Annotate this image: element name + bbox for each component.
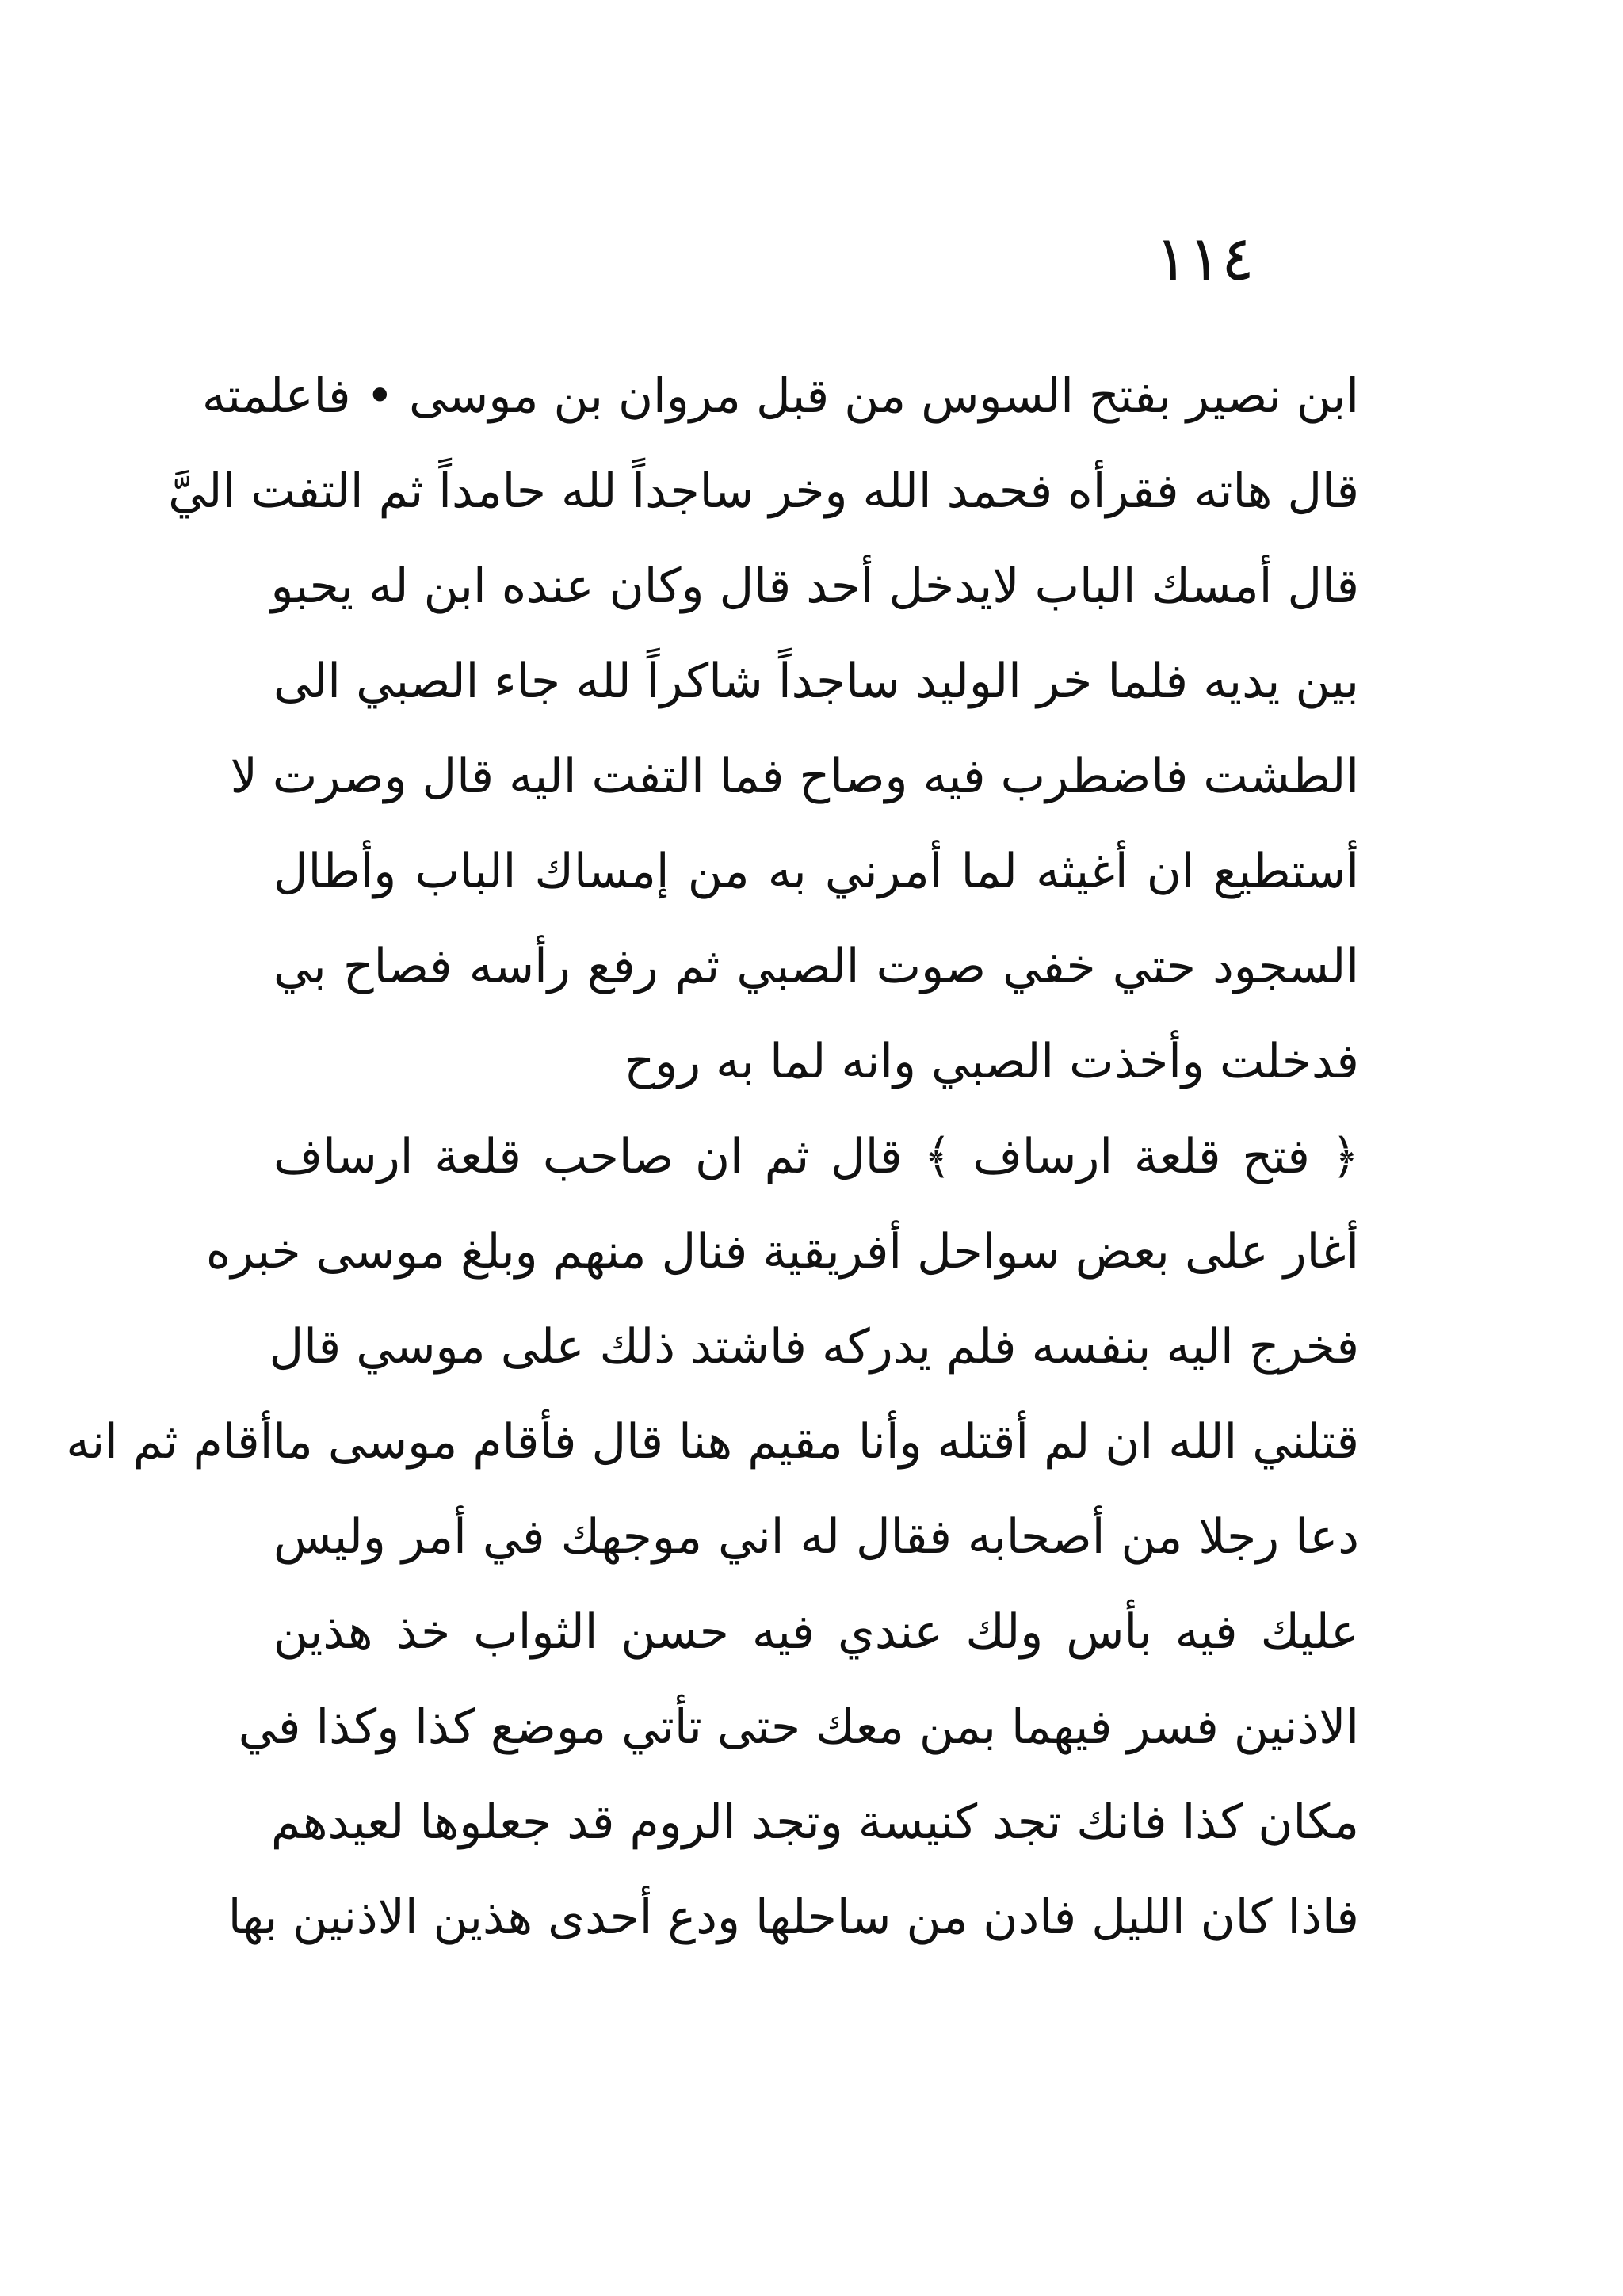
- text-line: فدخلت وأخذت الصبي وانه لما به روح: [624, 1034, 1359, 1089]
- text-line: فاذا كان الليل فادن من ساحلها ودع أحدى هذين الاذنين بها: [227, 1890, 1359, 1945]
- text-line: أغار على بعض سواحل أفريقية فنال منهم وبلغ موسى خبره: [205, 1224, 1359, 1280]
- text-line: الطشت فاضطرب فيه وصاح فما التفت اليه قال وصرت لا: [230, 749, 1359, 804]
- body-text: [66, 349, 1359, 1965]
- page-number: ١١٤: [1155, 223, 1254, 295]
- text-line: أستطيع ان أغيثه لما أمرني به من إمساك الباب وأطال: [273, 844, 1359, 899]
- text-line: السجود حتي خفي صوت الصبي ثم رفع رأسه فصاح بي: [273, 939, 1359, 994]
- text-line: قال هاته فقرأه فحمد الله وخر ساجداً لله حامداً ثم التفت اليَّ: [168, 463, 1359, 519]
- text-line: دعا رجلا من أصحابه فقال له اني موجهك في أمر وليس: [273, 1509, 1359, 1565]
- text-line: قتلني الله ان لم أقتله وأنا مقيم هنا قال فأقام موسى ماأقام ثم انه: [66, 1414, 1359, 1470]
- text-line: قال أمسك الباب لايدخل أحد قال وكان عنده ابن له يحبو: [270, 559, 1359, 614]
- text-line: ابن نصير بفتح السوس من قبل مروان بن موسى • فاعلمته: [201, 368, 1359, 424]
- text-line: عليك فيه بأس ولك عندي فيه حسن الثواب خذ هذين: [273, 1604, 1359, 1660]
- text-line: فخرج اليه بنفسه فلم يدركه فاشتد ذلك على موسي قال: [269, 1319, 1359, 1375]
- text-line: مكان كذا فانك تجد كنيسة وتجد الروم قد جعلوها لعيدهم: [270, 1794, 1359, 1850]
- text-line: الاذنين فسر فيهما بمن معك حتى تأتي موضع كذا وكذا في: [238, 1699, 1359, 1755]
- section-heading-line: ﴿ فتح قلعة ارساف ﴾ قال ثم ان صاحب قلعة ارساف: [273, 1129, 1359, 1184]
- text-line: بين يديه فلما خر الوليد ساجداً شاكراً لله جاء الصبي الى: [273, 654, 1359, 709]
